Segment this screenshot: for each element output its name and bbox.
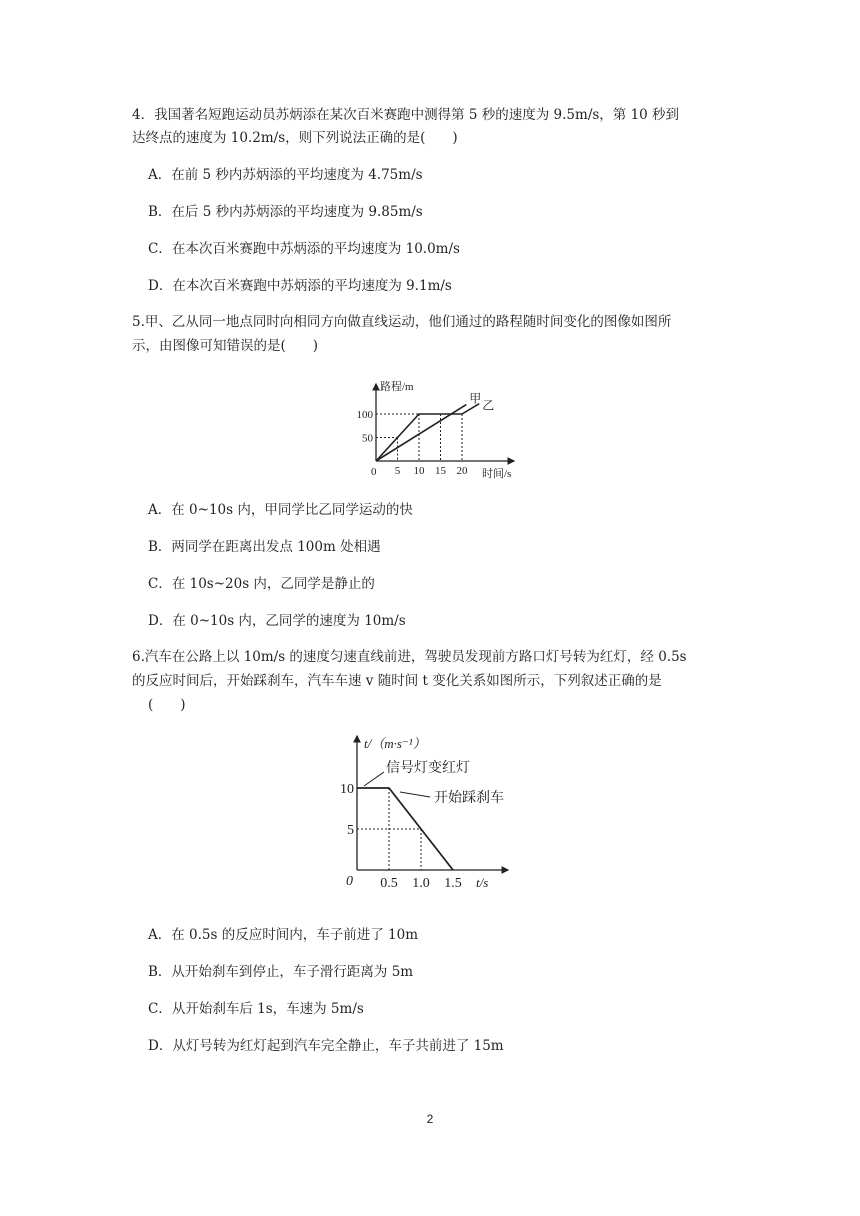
q4-option-b: B．在后 5 秒内苏炳添的平均速度为 9.85m/s	[148, 204, 423, 220]
annotation-brake-arrow	[400, 792, 430, 797]
q4-option-c: C．在本次百米赛跑中苏炳添的平均速度为 10.0m/s	[148, 241, 460, 257]
q6-stem-line3: ( )	[148, 697, 186, 713]
chart1-x-tick-label-2: 15	[435, 465, 446, 477]
chart1-series-line-0	[376, 405, 466, 461]
q4-option-a: A．在前 5 秒内苏炳添的平均速度为 4.75m/s	[148, 167, 423, 183]
q5-option-d: D．在 0~10s 内，乙同学的速度为 10m/s	[148, 613, 406, 629]
annotation-red-light-arrow	[364, 772, 384, 786]
q5-option-b: B．两同学在距离出发点 100m 处相遇	[148, 539, 381, 555]
annotation-brake: 开始踩刹车	[434, 791, 504, 806]
chart1-series-label-1: 乙	[482, 398, 495, 413]
annotation-red-light: 信号灯变红灯	[386, 761, 470, 776]
distance-time-chart	[356, 376, 516, 486]
q6-option-a: A．在 0.5s 的反应时间内，车子前进了 10m	[148, 927, 418, 943]
q4-stem-line1: 4．我国著名短跑运动员苏炳添在某次百米赛跑中测得第 5 秒的速度为 9.5m/s，第 10 秒到	[132, 107, 680, 123]
chart2-x-tick-label-1: 1.0	[412, 876, 430, 891]
q6-option-b: B．从开始刹车到停止，车子滑行距离为 5m	[148, 964, 414, 980]
page-number: 2	[426, 1112, 434, 1126]
q6-stem-line1: 6.汽车在公路上以 10m/s 的速度匀速直线前进，驾驶员发现前方路口灯号转为红灯，经 0.5s	[132, 649, 687, 665]
chart1-x-tick-label-0: 5	[394, 465, 401, 477]
chart2-y-tick-label-1: 10	[340, 782, 354, 797]
q6-option-c: C．从开始刹车后 1s，车速为 5m/s	[148, 1001, 364, 1017]
q5-option-a: A．在 0~10s 内，甲同学比乙同学运动的快	[148, 502, 413, 518]
chart1-x-tick-label-3: 20	[456, 465, 468, 477]
chart1-series-line-1	[376, 404, 479, 461]
chart1-y-tick-label-0: 50	[362, 432, 373, 445]
chart1-origin-label: 0	[371, 466, 377, 478]
chart1-y-tick-label-1: 100	[356, 409, 373, 421]
chart2-x-label: t/s	[476, 875, 489, 890]
chart2-y-label: t/（m·s⁻¹）	[364, 736, 426, 751]
q4-stem-line2: 达终点的速度为 10.2m/s，则下列说法正确的是( )	[132, 130, 458, 146]
chart1-series-label-0: 甲	[469, 391, 482, 406]
chart1-x-label: 时间/s	[482, 468, 512, 480]
q5-stem-line2: 示，由图像可知错误的是( )	[132, 338, 319, 354]
chart1-y-label: 路程/m	[380, 381, 414, 393]
chart2-y-tick-label-0: 5	[347, 823, 354, 838]
velocity-time-chart	[330, 730, 560, 892]
chart1-x-tick-label-1: 10	[413, 465, 425, 477]
chart2-origin-label: 0	[346, 874, 353, 889]
q4-option-d: D．在本次百米赛跑中苏炳添的平均速度为 9.1m/s	[148, 278, 452, 294]
q6-option-d: D．从灯号转为红灯起到汽车完全静止，车子共前进了 15m	[148, 1038, 504, 1054]
q5-option-c: C．在 10s~20s 内，乙同学是静止的	[148, 576, 375, 592]
chart2-x-tick-label-0: 0.5	[380, 876, 398, 891]
q6-stem-line2: 的反应时间后，开始踩刹车，汽车车速 v 随时间 t 变化关系如图所示，下列叙述正确的是	[132, 673, 662, 689]
chart2-x-tick-label-2: 1.5	[444, 876, 462, 891]
q5-stem-line1: 5.甲、乙从同一地点同时向相同方向做直线运动，他们通过的路程随时间变化的图像如图所	[132, 314, 672, 330]
